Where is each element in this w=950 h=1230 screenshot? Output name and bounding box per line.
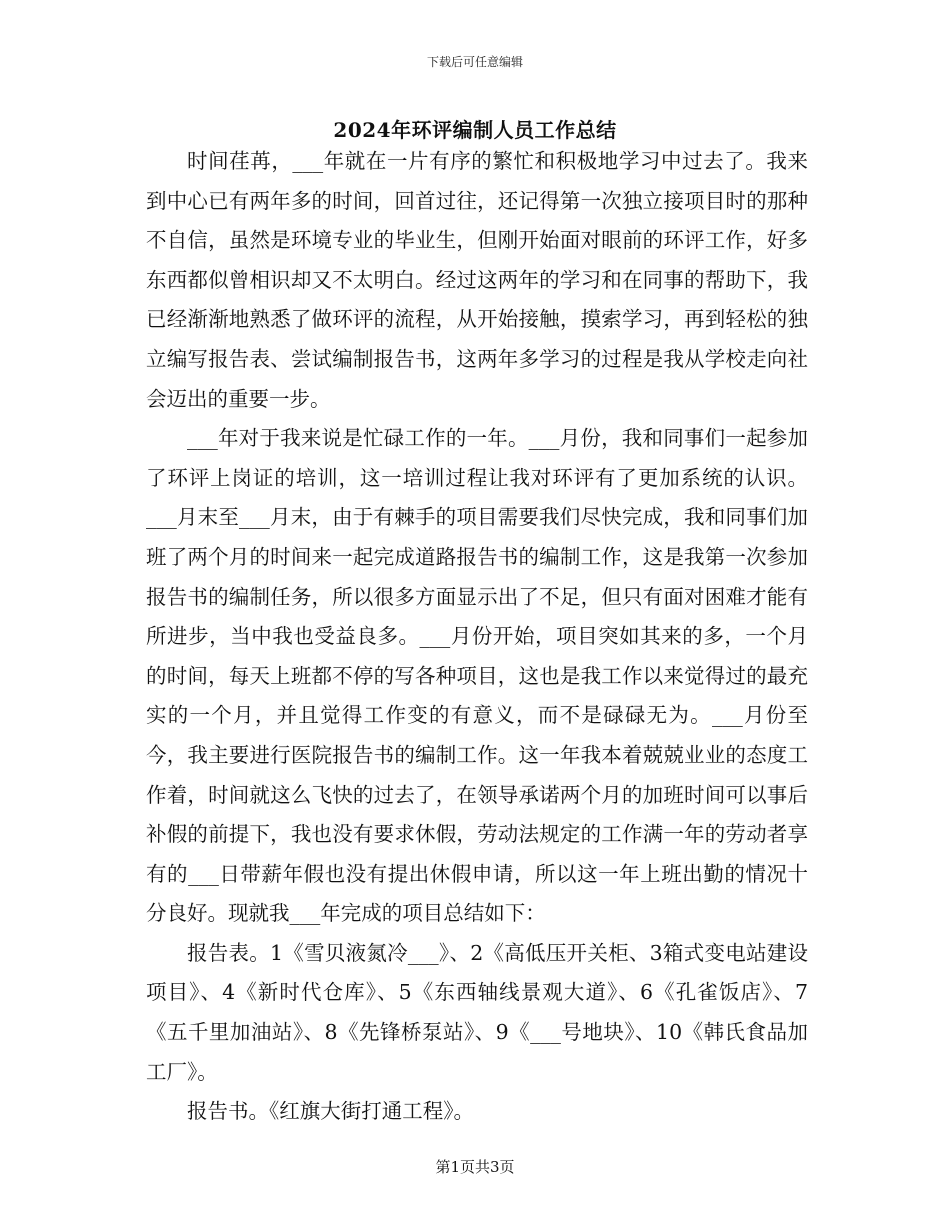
paragraph-report-forms: 报告表。1《雪贝液氮冷___》、2《高低压开关柜、3箱式变电站建设项目》、4《新时代仓库》、5《东西轴线景观大道》、6《孔雀饭店》、7《五千里加油站》、8《先锋桥泵站》、9《___号地块》、10《韩氏食品加工厂》。 [146, 940, 808, 1084]
document-title: 2024年环评编制人员工作总结 [333, 118, 617, 142]
header-note: 下载后可任意编辑 [426, 55, 523, 69]
paragraph-year-review: ___年对于我来说是忙碌工作的一年。___月份，我和同事们一起参加了环评上岗证的培训，这一培训过程让我对环评有了更加系统的认识。___月末至___月末，由于有棘手的项目需要我们尽快完成，我和同事们加班了两个月的时间来一起完成道路报告书的编制工作，这是我第一次参加报告书的编制任务，所以很多方面显示出了不足，但只有面对困难才能有所进步，当中我也受益良多。___月份开始，项目突如其来的多，一个月的时间，每天上班都不停的写各种项目，这也是我工作以来觉得过的最充实的一个月，并且觉得工作变的有意义，而不是碌碌无为。___月份至今，我主要进行医院报告书的编制工作。这一年我本着兢兢业业的态度工作着，时间就这么飞快的过去了，在领导承诺两个月的加班时间可以事后补假的前提下，我也没有要求休假，劳动法规定的工作满一年的劳动者享有的___日带薪年假也没有提出休假申请，所以这一年上班出勤的情况十分良好。现就我___年完成的项目总结如下： [146, 426, 808, 926]
document-body [146, 142, 808, 1132]
paragraph-report-books: 报告书。《红旗大街打通工程》。 [187, 1099, 474, 1124]
page-number: 第1页共3页 [435, 1158, 515, 1176]
paragraph-intro: 时间荏苒，___年就在一片有序的繁忙和积极地学习中过去了。我来到中心已有两年多的时间，回首过往，还记得第一次独立接项目时的那种不自信，虽然是环境专业的毕业生，但刚开始面对眼前的环评工作，好多东西都似曾相识却又不太明白。经过这两年的学习和在同事的帮助下，我已经渐渐地熟悉了做环评的流程，从开始接触，摸索学习，再到轻松的独立编写报告表、尝试编制报告书，这两年多学习的过程是我从学校走向社会迈出的重要一步。 [146, 149, 808, 411]
